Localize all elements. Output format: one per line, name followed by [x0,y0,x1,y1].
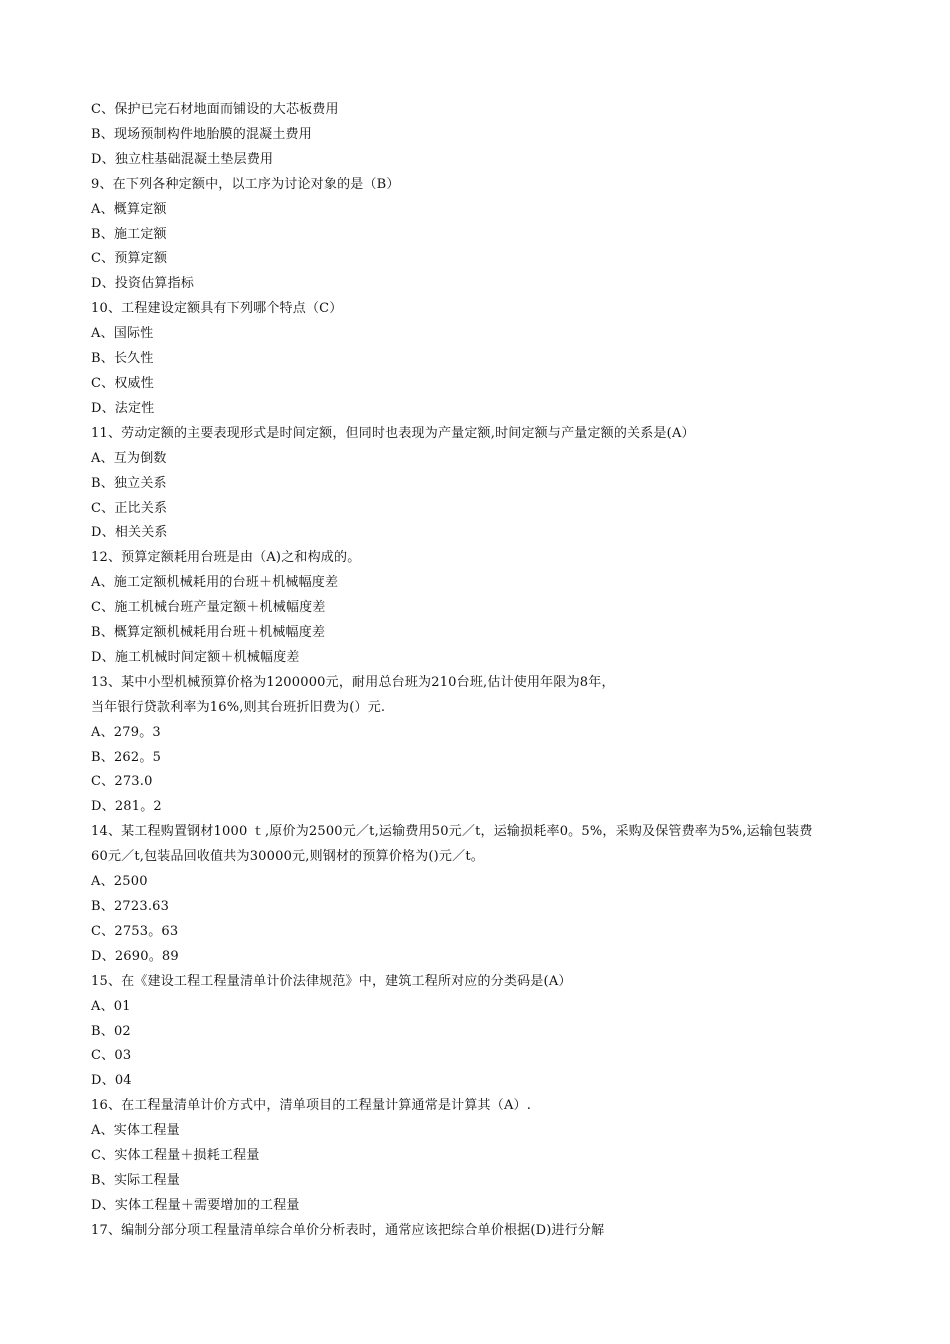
text-line: A、互为倒数 [91,450,167,466]
text-line: 9、在下列各种定额中，以工序为讨论对象的是（B） [91,176,400,192]
text-line: B、概算定额机械耗用台班＋机械幅度差 [91,625,326,641]
text-line: B、2723.63 [91,899,170,914]
text-line: B、262。5 [91,749,162,765]
text-line: 11、劳动定额的主要表现形式是时间定额，但同时也表现为产量定额,时间定额与产量定额的关系是(A） [91,425,695,441]
text-line: D、04 [91,1073,132,1089]
text-line: C、2753。63 [91,923,179,939]
text-line: A、施工定额机械耗用的台班＋机械幅度差 [91,575,339,591]
text-line: 17、编制分部分项工程量清单综合单价分析表时，通常应该把综合单价根据(D)进行分解 [91,1222,605,1238]
text-line: D、投资估算指标 [91,276,195,292]
text-line: C、实体工程量＋损耗工程量 [91,1148,260,1164]
text-line: 10、工程建设定额具有下列哪个特点（C） [91,301,343,317]
text-line: D、2690。89 [91,948,179,964]
text-line: A、2500 [91,874,148,890]
text-line: 14、某工程购置钢材1000 ｔ,原价为2500元／t,运输费用50元／t，运输损耗率0。5%，采购及保管费率为5%,运输包装费 [91,824,813,840]
text-line: A、01 [91,998,131,1014]
text-line: C、施工机械台班产量定额＋机械幅度差 [91,600,326,616]
text-line: A、实体工程量 [91,1123,180,1139]
text-line: B、02 [91,1023,131,1039]
text-line: C、03 [91,1048,132,1064]
text-line: B、独立关系 [91,475,167,491]
text-line: 60元／t,包装品回收值共为30000元,则钢材的预算价格为()元／t。 [91,849,484,865]
text-line: D、独立柱基础混凝土垫层费用 [91,151,274,167]
text-line: 13、某中小型机械预算价格为1200000元，耐用总台班为210台班,估计使用年限为8年， [91,674,615,690]
text-line: B、实际工程量 [91,1172,180,1188]
text-line: D、法定性 [91,400,155,416]
text-line: D、相关关系 [91,525,168,541]
text-line: D、实体工程量＋需要增加的工程量 [91,1197,300,1213]
text-line: A、279。3 [91,724,161,740]
text-line: 15、在《建设工程工程量清单计价法律规范》中，建筑工程所对应的分类码是(A） [91,973,572,989]
text-line: 12、预算定额耗用台班是由（A)之和构成的。 [91,550,361,566]
text-line: B、长久性 [91,351,154,367]
text-line: C、保护已完石材地面而铺设的大芯板费用 [91,102,339,117]
document-page [91,98,881,1244]
text-line: D、施工机械时间定额＋机械幅度差 [91,649,300,665]
text-line: C、预算定额 [91,251,168,267]
text-line: C、权威性 [91,375,154,391]
text-line: A、国际性 [91,326,154,342]
text-line: B、现场预制构件地胎膜的混凝土费用 [91,126,312,142]
text-line: A、概算定额 [91,201,167,217]
text-line: 当年银行贷款利率为16%,则其台班折旧费为(）元. [91,699,386,715]
text-line: B、施工定额 [91,226,167,242]
text-line: C、273.0 [91,774,153,790]
text-line: D、281。2 [91,799,162,815]
text-line: C、正比关系 [91,500,168,516]
text-line: 16、在工程量清单计价方式中，清单项目的工程量计算通常是计算其（A）. [91,1098,532,1114]
